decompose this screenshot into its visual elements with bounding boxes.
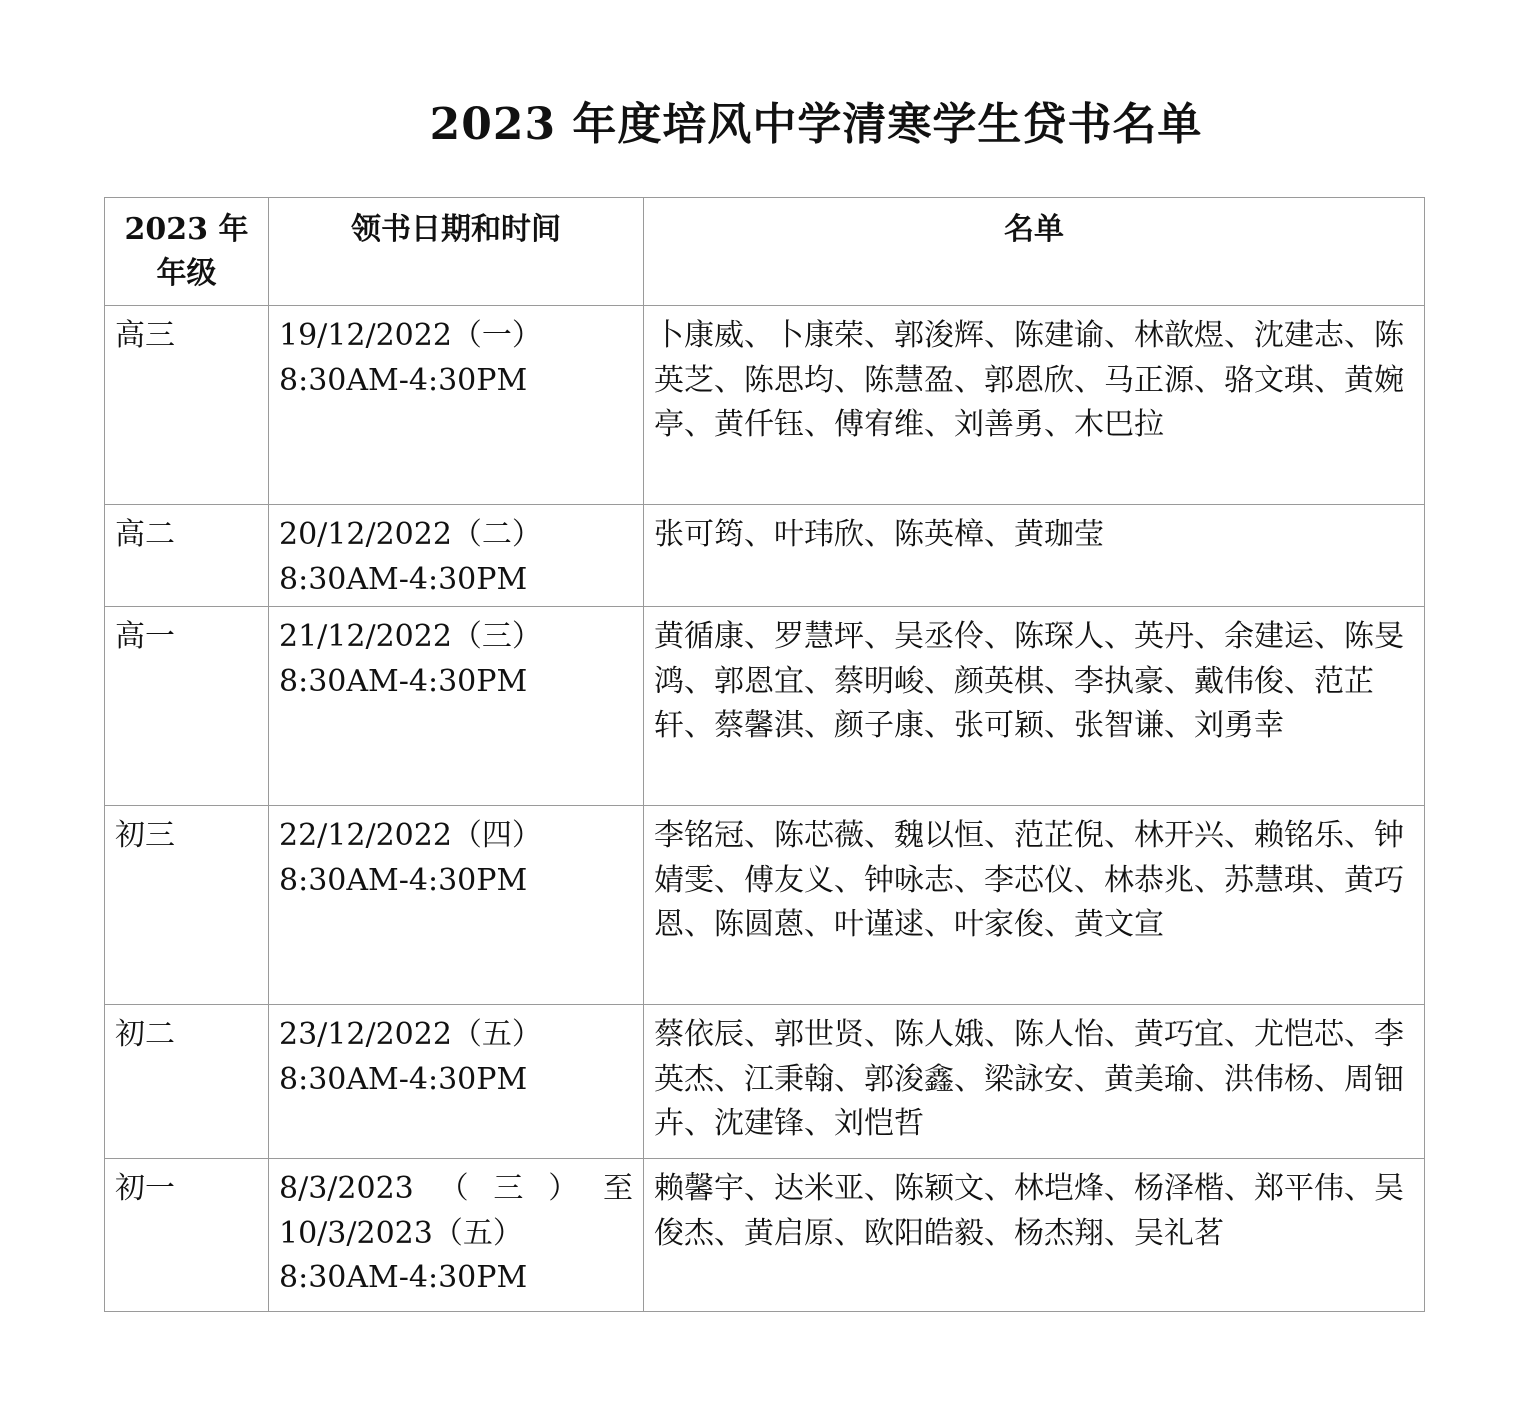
names-cell: 李铭冠、陈芯薇、魏以恒、范芷倪、林开兴、赖铭乐、钟婧雯、傅友义、钟咏志、李芯仪、林恭兆、苏慧琪、黄巧恩、陈圆蒽、叶谨逑、叶家俊、黄文宣 [644, 806, 1425, 1005]
date-text: 21/12/2022（三） [279, 619, 542, 654]
date-part: ） [548, 1171, 579, 1206]
header-grade: 2023 年 年级 [105, 198, 269, 306]
date-text: 23/12/2022（五） [279, 1017, 542, 1052]
grade-cell: 初二 [105, 1005, 269, 1159]
date-part: 至 [603, 1171, 633, 1206]
table-row [105, 306, 1425, 505]
date-cell [269, 1005, 644, 1159]
table-row [105, 607, 1425, 806]
grade-cell: 高三 [105, 306, 269, 505]
names-cell: 卜康威、卜康荣、郭浚辉、陈建谕、林歆煜、沈建志、陈英芝、陈思均、陈慧盈、郭恩欣、马正源、骆文琪、黄婉亭、黄仟钰、傅宥维、刘善勇、木巴拉 [644, 306, 1425, 505]
time-text: 8:30AM-4:30PM [279, 862, 528, 898]
grade-cell: 初一 [105, 1159, 269, 1312]
time-text: 8:30AM-4:30PM [279, 1061, 528, 1097]
date-text: 22/12/2022（四） [279, 818, 542, 853]
date-text: 10/3/2023（五） [279, 1215, 523, 1251]
date-cell [269, 505, 644, 607]
date-cell [269, 607, 644, 806]
table-row [105, 505, 1425, 607]
names-cell: 张可筠、叶玮欣、陈英樟、黄珈莹 [644, 505, 1425, 607]
date-cell [269, 806, 644, 1005]
time-text: 8:30AM-4:30PM [279, 1260, 528, 1295]
time-text: 8:30AM-4:30PM [279, 561, 528, 597]
table-header-row [105, 198, 1425, 306]
page-title: 2023 年度培风中学清寒学生贷书名单 [429, 99, 1203, 150]
date-text: 20/12/2022（二） [279, 517, 542, 552]
grade-cell: 高一 [105, 607, 269, 806]
names-cell: 蔡依辰、郭世贤、陈人娥、陈人怡、黄巧宜、尤恺芯、李英杰、江秉翰、郭浚鑫、梁詠安、黄美瑜、洪伟杨、周钿卉、沈建锋、刘恺哲 [644, 1005, 1425, 1159]
time-text: 8:30AM-4:30PM [279, 362, 528, 398]
grade-cell: 高二 [105, 505, 269, 607]
date-part: 三 [493, 1171, 524, 1206]
date-part: （ [438, 1171, 469, 1206]
table-row [105, 1159, 1425, 1312]
date-text: 19/12/2022（一） [279, 318, 542, 353]
grade-cell: 初三 [105, 806, 269, 1005]
date-part: 8/3/2023 [279, 1171, 414, 1206]
table-row [105, 806, 1425, 1005]
table-row [105, 1005, 1425, 1159]
date-range-start [279, 1167, 633, 1212]
names-cell: 赖馨宇、达米亚、陈颖文、林垲烽、杨泽楷、郑平伟、吴俊杰、黄启原、欧阳皓毅、杨杰翔、吴礼茗 [644, 1159, 1425, 1312]
date-cell [269, 1159, 644, 1312]
header-names: 名单 [644, 198, 1425, 306]
time-text: 8:30AM-4:30PM [279, 663, 528, 699]
header-date-time: 领书日期和时间 [269, 198, 644, 306]
loan-list-table [104, 197, 1425, 1312]
names-cell: 黄循康、罗慧坪、吴丞伶、陈琛人、英丹、余建运、陈旻鸿、郭恩宜、蔡明峻、颜英棋、李执豪、戴伟俊、范芷轩、蔡馨淇、颜子康、张可颖、张智谦、刘勇幸 [644, 607, 1425, 806]
date-cell [269, 306, 644, 505]
